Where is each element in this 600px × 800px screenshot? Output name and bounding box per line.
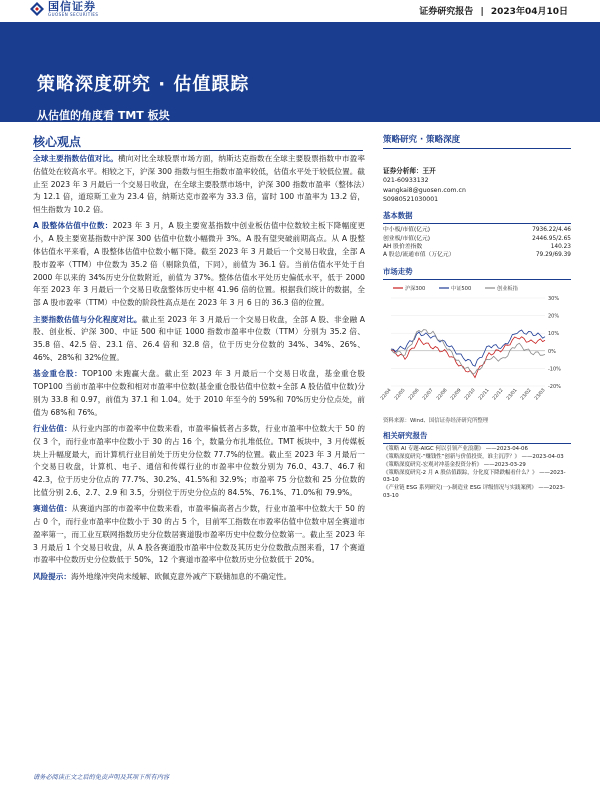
y-tick-label: -10%: [548, 366, 561, 373]
paragraph-risk: [33, 571, 365, 584]
paragraph-index-compare: [33, 314, 365, 365]
x-tick-label: 22/08: [436, 387, 449, 402]
core-views-heading: 核心观点: [33, 135, 82, 149]
x-tick-label: 23/02: [520, 387, 533, 402]
paragraph-fund-holdings: [33, 368, 365, 419]
logo-text-cn: 国信证券: [48, 0, 96, 13]
analyst-cert: S0980521030001: [383, 195, 439, 203]
paragraph-track: [33, 503, 365, 567]
stat-value: 7936.22/4.46: [532, 227, 571, 234]
stat-label: AH 股价差指数: [383, 244, 423, 250]
related-report-item[interactable]: 《策略深度研究-“赚钱性”创新与价值投资，谁主沉浮？》 ——2023-04-03: [383, 453, 564, 460]
analyst-phone: 021-60933132: [383, 177, 429, 185]
related-report-item[interactable]: 《策略深度研究-2 月 A 股估值跟踪，分化度下降跌幅看什么？》 ——2023-03-10: [383, 469, 566, 484]
paragraph-lead: 风险提示：: [33, 571, 71, 581]
title-banner: [0, 22, 600, 122]
report-meta: [415, 4, 568, 17]
x-tick-label: 22/10: [464, 387, 477, 402]
stat-label: 中小板/市值(亿元): [383, 227, 431, 234]
paragraph-global-index: [33, 153, 365, 217]
x-tick-label: 22/11: [478, 387, 491, 402]
analyst-email[interactable]: wangkai8@guosen.com.cn: [383, 186, 466, 194]
main-content: [33, 153, 365, 587]
y-tick-label: 20%: [548, 313, 560, 320]
report-title: 策略深度研究 · 估值跟踪: [37, 74, 250, 95]
analyst-name: 证券分析师：王开: [383, 167, 436, 175]
report-type: 证券研究报告: [419, 7, 474, 17]
basic-data-table: [383, 226, 571, 260]
paragraph-a-share-median: [33, 220, 365, 310]
stat-value: 2446.95/2.65: [532, 235, 571, 242]
paragraph-body: 从赛道内部的市盈率中位数来看，市盈率偏高者占少数，行业市盈率中位数大于 50 的占 0 个，而行业市盈率中位数小于 30 的占 5 个，目前军工指数在市盈率估值中位数中居全赛道市盈率第一，而工业互联网指数历史分位数居赛道股市盈率历史中位数分位数第一。截止至 2023 年 3 月最后 1 个交易日收盘，从 A 股各赛道股市盈率中位数及其历史分位数散点图来看，17 个赛道市盈率中位数历史分位数低于 50%，12 个赛道市盈率中位数历史分位数低于 20%。: [33, 504, 365, 565]
market-trend-title: 市场走势: [383, 266, 571, 280]
stat-row: [383, 235, 571, 243]
legend-label: 沪深300: [405, 285, 426, 292]
related-reports-title: 相关研究报告: [383, 430, 571, 444]
sidebar-heading: 策略研究 · 策略深度: [383, 133, 571, 149]
paragraph-body: TOP100 未跑赢大盘。截止至 2023 年 3 月最后一个交易日收盘，基金重仓股 TOP100 当前市盈率中位数和相对市盈率中位数(基金重仓股估值中位数÷全部 A 股估值中位数)分别为 33.8 和 0.97，前值为 37.1 和 1.04。处于 2010 年至今的 59%和 70%历史分位点处，前值为 68%和 76%。: [33, 369, 366, 417]
brand-logo: [30, 0, 98, 18]
paragraph-body: 截止至 2023 年 3 月最后一个交易日收盘，全部 A 股、非金融 A 股、创业板、沪深 300、中证 500 和中证 1000 指数市盈率中位数（TTM）分别为 35.2 倍、35.8 倍、42.5 倍、23.1 倍、26.4 倍和 32.8 倍，位于历史分位数的 34%、34%、26%、46%、28%和 32%位置。: [33, 314, 365, 362]
y-tick-label: -20%: [548, 383, 561, 390]
x-tick-label: 22/04: [380, 387, 393, 402]
paragraph-lead: A 股整体估值中位数：: [33, 221, 113, 231]
paragraph-body: 从行业内部的市盈率中位数来看，市盈率偏低者占多数，行业市盈率中位数大于 50 的仅 3 个，而行业市盈率中位数小于 30 的占 16 个，数量分布扎堆低位。TMT 板块中，3 月传媒板块上升幅度最大，而计算机行业目前处于历史分位数 77.7%的位置。截止至 2023 年 3 月最后一个交易日收盘，计算机、电子、通信和传媒行业的市盈率中位数分别为 76.0、43.7、46.7 和 42.3，位于历史分位点的 77.7%、30.2%、41.5%和 32.9%；市盈率 75 分位数和 25 分位数的比值分别 2.6、2.7、2.9 和 3.5，分别位于历史分位点的 84.5%、76.1%、71.0%和 79.9%。: [33, 423, 365, 497]
report-date: 2023年04月10日: [490, 7, 568, 17]
related-report-item[interactable]: 《产业链 ESG 系列研究(一)-制造业 ESG 评级情况与实践案例》 ——2023-03-10: [383, 485, 565, 500]
series-line-1: [391, 337, 545, 378]
legend-label: 中证500: [451, 285, 472, 292]
x-tick-label: 22/05: [394, 387, 407, 402]
legend-label: 创业板指: [497, 285, 518, 292]
basic-data-title: 基本数据: [383, 210, 571, 224]
core-divider: [33, 150, 363, 151]
paragraph-body: 海外地缘冲突尚未缓解、欧佩克意外减产下联储加息的不确定性。: [70, 571, 292, 581]
footer-disclaimer: 请务必阅读正文之后的免责声明及其项下所有内容: [33, 774, 170, 781]
x-tick-label: 23/01: [506, 387, 519, 402]
stat-row: [383, 251, 571, 259]
paragraph-body: 2023 年 3 月，A 股主要宽基指数中创业板估值中位数较主板下降幅度更小，A 股主要宽基指数中沪深 300 估值中位数小幅微升 3%。A 股有望突破前期高点。从 A 股整体估值水平来看，A 股整体估值中位数小幅下降。截至 2023 年 3 月最后一个交易日收盘，全部 A 股市盈率（TTM）中位数为 35.2 倍（剔除负值，下同），前值为 36.1 倍。当前估值水平处于自 2000 年以来的 34%历史分位数附近，前值为 37%。整体估值水平处历史偏低水平，低于 2000 年至 2023 年 3 月最后一个交易日收盘整体历史中枢 41.96 倍的位置。根据我们统计的数据，全部 A 股市盈率（TTM）中位数的阶段性高点是在 2023 年 3 月 6 日的 36.3 倍的位置。: [33, 221, 365, 308]
related-report-item[interactable]: 《策略深度研究-宏观对冲基金投资分析》 ——2023-03-29: [383, 461, 526, 468]
meta-separator: |: [480, 7, 484, 17]
analyst-info: [383, 167, 571, 204]
x-tick-label: 22/07: [422, 387, 435, 402]
paragraph-industry: [33, 423, 365, 500]
y-tick-label: 30%: [548, 295, 560, 302]
stat-value: 79.29/69.39: [535, 252, 571, 259]
report-subtitle: 从估值的角度看 TMT 板块: [37, 109, 170, 122]
stat-label: 创业板/市值(亿元): [383, 235, 431, 242]
y-tick-label: 0%: [548, 348, 556, 355]
sidebar: [380, 133, 571, 501]
related-reports-list: [383, 446, 571, 501]
chart-source: 资料来源：Wind、国信证券经济研究所整理: [383, 417, 489, 424]
paragraph-lead: 基金重仓股：: [33, 369, 83, 379]
stat-row: [383, 243, 571, 251]
stat-value: 140.23: [550, 244, 571, 250]
related-report-item[interactable]: 《策略 AI 专题-AIGC 何以引领产业浪潮》 ——2023-04-06: [383, 445, 528, 452]
top-bar: [0, 0, 600, 22]
paragraph-lead: 行业估值：: [33, 423, 72, 433]
series-line-3: [391, 329, 545, 374]
y-tick-label: 10%: [548, 331, 560, 338]
logo-text-en: GUOSEN SECURITIES: [48, 12, 99, 17]
x-tick-label: 23/03: [534, 387, 547, 402]
x-tick-label: 22/09: [450, 387, 463, 402]
x-tick-label: 22/06: [408, 387, 421, 402]
x-tick-label: 22/12: [492, 387, 505, 402]
paragraph-lead: 主要指数估值与分化程度对比。: [33, 314, 142, 324]
paragraph-lead: 全球主要指数估值对比。: [33, 154, 118, 163]
stat-label: A 股总/流通市值（万亿元）: [383, 252, 455, 259]
stat-row: [383, 226, 571, 234]
market-trend-chart: [380, 282, 571, 410]
guosen-logo-icon: [30, 2, 44, 16]
paragraph-body: 横向对比全球股票市场方面，纳斯达克指数在全球主要股票指数中市盈率估值处在较高水平。相较之下，沪深 300 指数与恒生指数市盈率较低，估值水平处于较低位置。截止至 2023 年 3 月最后一个交易日收盘，在全球主要股票市场中，沪深 300 指数市盈率（整体法）为 12.1 倍，道琼斯工业为 23.4 倍，纳斯达克市盈率为 33.3 倍，富时 100 市盈率为 13.2 倍，恒生指数为 10.2 倍。: [33, 154, 366, 215]
paragraph-lead: 赛道估值：: [33, 504, 72, 514]
